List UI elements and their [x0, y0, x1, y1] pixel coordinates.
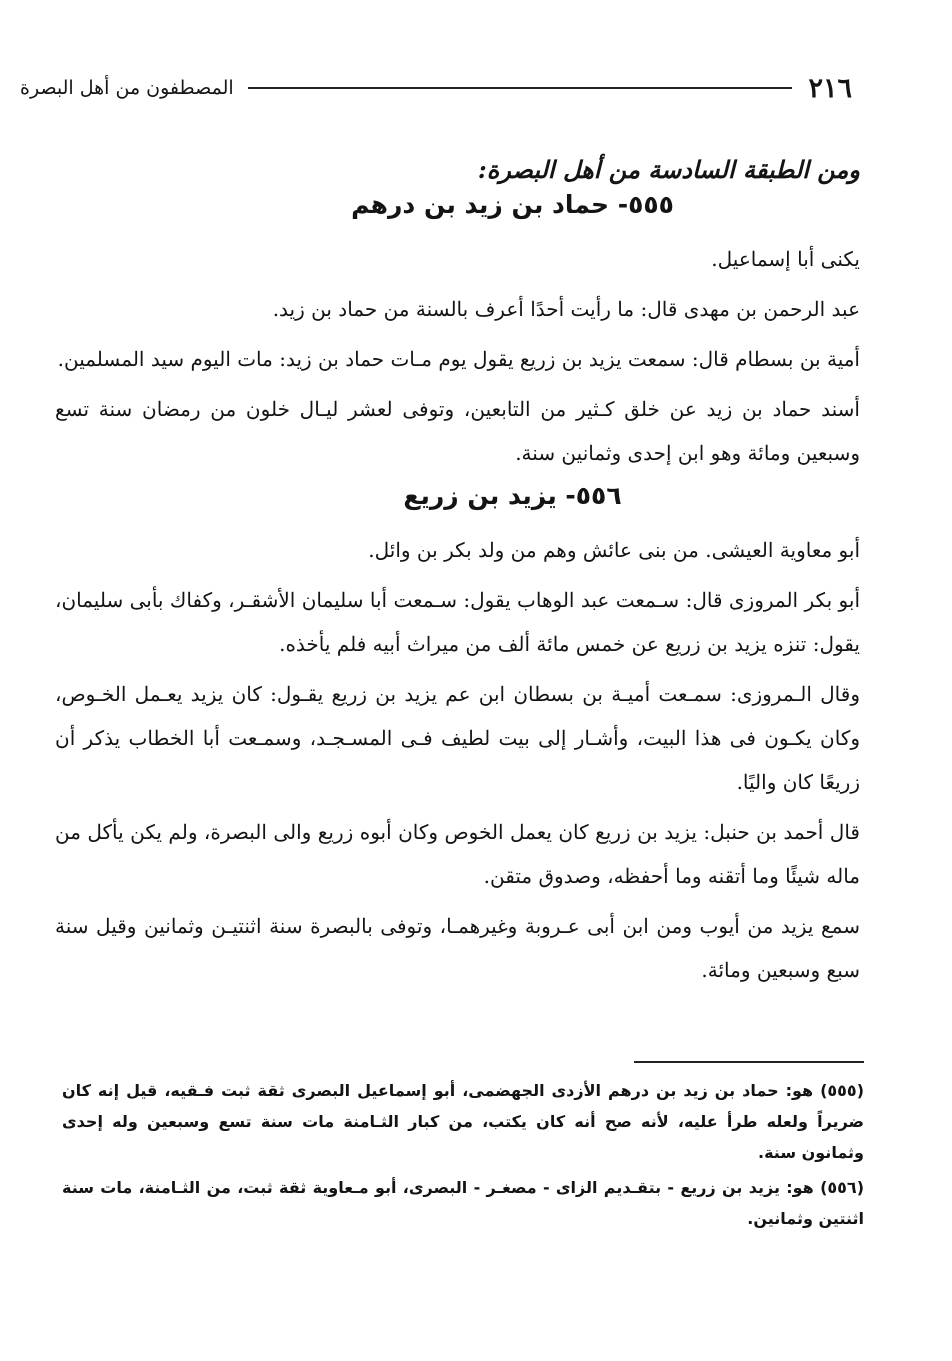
paragraph: أبو معاوية العيشى. من بنى عائش وهم من ولد بكر بن وائل.: [368, 538, 860, 562]
paragraph: أسند حماد بن زيد عن خلق كـثير من التابعين، وتوفى لعشر ليـال خلون من رمضان سنة تسع وسبعين ومائة وهو ابن إحدى وثمانين سنة.: [55, 397, 860, 465]
paragraph: أمية بن بسطام قال: سمعت يزيد بن زريع يقول يوم مـات حماد بن زيد: مات اليوم سيد المسلمين.: [57, 347, 860, 371]
paragraph: أبو بكر المروزى قال: سـمعت عبد الوهاب يقول: سـمعت أبا سليمان الأشقـر، وكفاك بأبى سليمان، يقول: تنزه يزيد بن زريع عن خمس مائة ألف من ميراث أبيه فلم يأخذه.: [55, 588, 860, 656]
footnote-555: (٥٥٥) هو: حماد بن زيد بن درهم الأزدى الجهضمى، أبو إسماعيل البصرى ثقة ثبت فـقيه، قيل إنه كان ضريراً ولعله طرأ عليه، لأنه صح أنه كان يكتب، من كبار الثـامنة مات سنة تسع وسبعين وله إحدى وثمانون سنة.: [62, 1081, 864, 1162]
footnote-556: (٥٥٦) هو: يزيد بن زريع - بتقـديم الزاى - مصغـر - البصرى، أبو مـعاوية ثقة ثبت، من الثـامنة، مات سنة اثنتين وثمانين.: [62, 1178, 864, 1228]
main-text: [55, 155, 860, 998]
header-rule: [248, 87, 793, 89]
paragraph: سمع يزيد من أيوب ومن ابن أبى عـروبة وغيرهمـا، وتوفى بالبصرة سنة اثنتيـن وثمانين وقيل سنة سبع وسبعين ومائة.: [55, 914, 860, 982]
running-header: [20, 68, 852, 108]
entry-title-555: ٥٥٥- حماد بن زيد بن درهم: [351, 190, 674, 219]
paragraph: قال أحمد بن حنبل: يزيد بن زريع كان يعمل الخوص وكان أبوه زريع والى البصرة، ولم يكن يأكل من ماله شيئًا وما أتقنه وما أحفظه، وصدوق متقن.: [55, 820, 860, 888]
paragraph: عبد الرحمن بن مهدى قال: ما رأيت أحدًا أعرف بالسنة من حماد بن زيد.: [272, 297, 860, 321]
entry-title-556: ٥٥٦- يزيد بن زريع: [403, 481, 622, 510]
section-heading: ومن الطبقة السادسة من أهل البصرة:: [477, 155, 860, 184]
paragraph: يكنى أبا إسماعيل.: [711, 247, 860, 271]
page-number: ٢١٦: [808, 72, 852, 104]
footnotes: [62, 1075, 864, 1238]
running-title: المصطفون من أهل البصرة: [20, 77, 234, 99]
paragraph: وقال الـمروزى: سمـعت أميـة بن بسطان ابن عم يزيد بن زريع يقـول: كان يزيد يعـمل الخـوص، وكان يكـون فى هذا البيت، وأشـار إلى بيت لطيف فـى المسـجـد، وسمـعت أبا الخطاب يذكر أن زريعًا كان واليًا.: [55, 682, 860, 794]
